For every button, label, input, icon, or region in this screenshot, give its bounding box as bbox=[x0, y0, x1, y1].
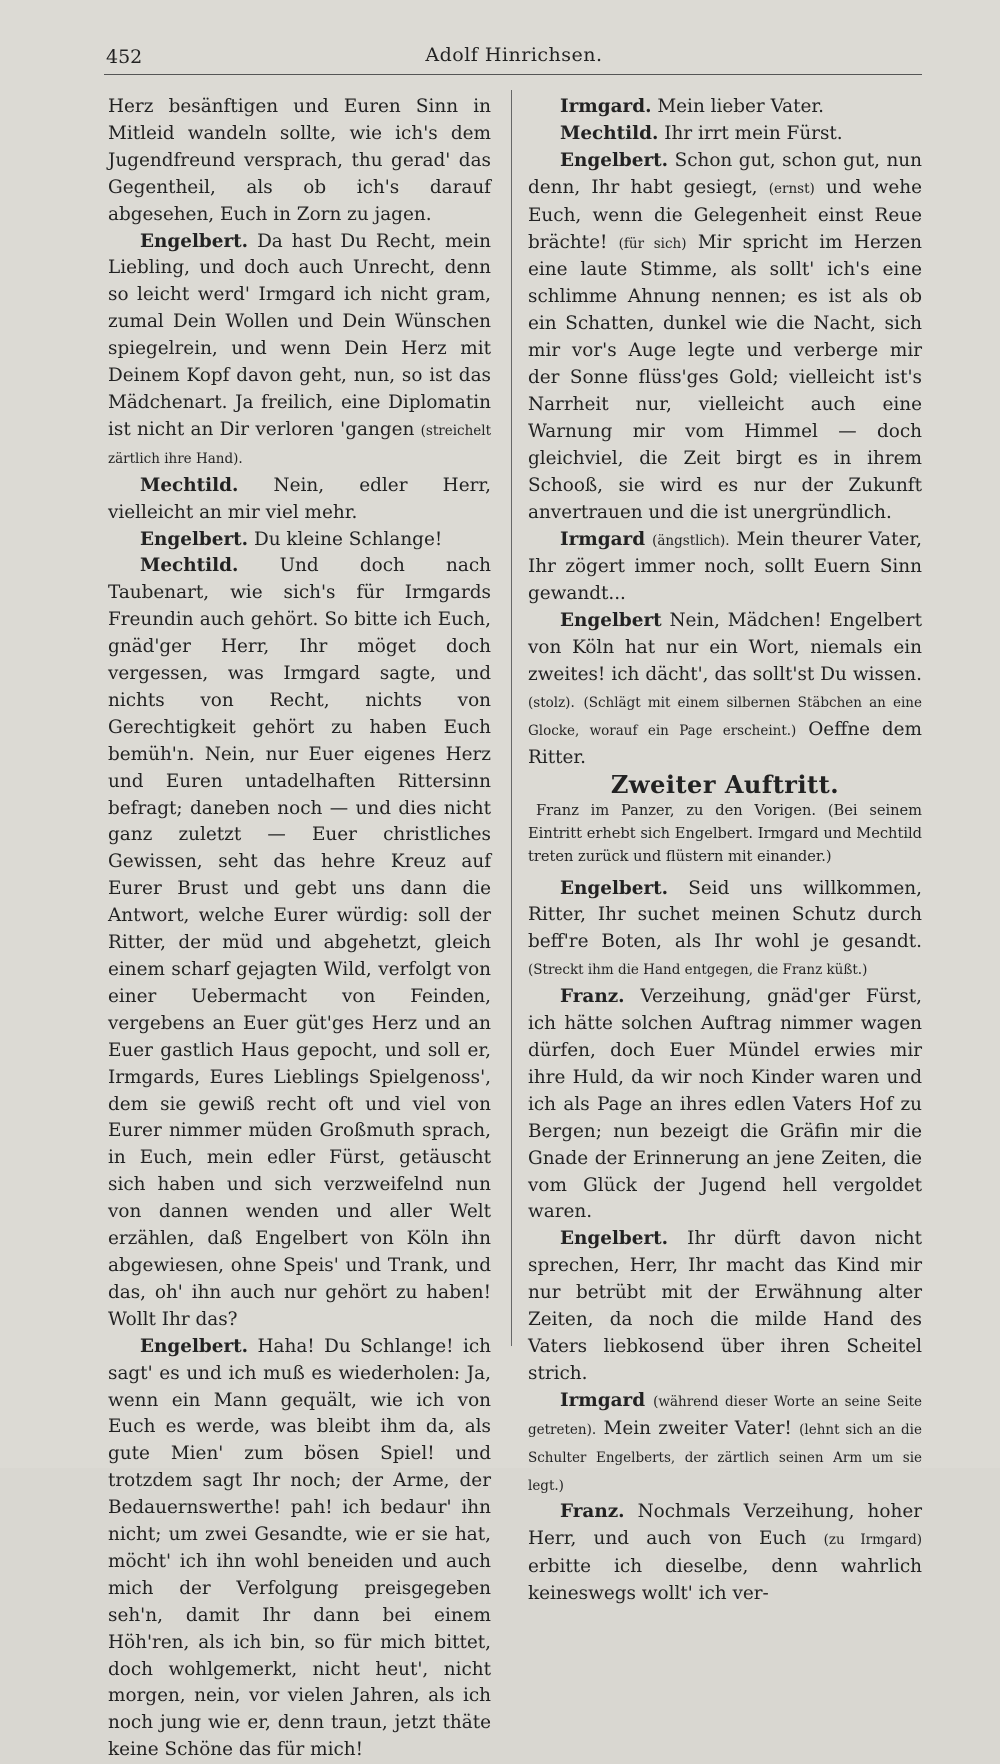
speech-text: und wehe Euch, wenn die Gelegenheit einst Reue brächte! bbox=[528, 176, 922, 253]
speaker-name: Irmgard bbox=[560, 528, 646, 550]
speaker-name: Irmgard bbox=[560, 1389, 646, 1411]
speech bbox=[528, 148, 922, 527]
page-header bbox=[106, 44, 922, 76]
speaker-name: Engelbert. bbox=[560, 1228, 669, 1250]
speaker-name: Irmgard. bbox=[560, 96, 652, 117]
speech bbox=[528, 527, 922, 609]
column-divider bbox=[511, 90, 512, 1346]
speech-text: Nein, Mädchen! Engelbert von Köln hat nur ein Wort, niemals ein zweites! ich dächt', das sollt'st Du wissen. bbox=[528, 610, 922, 686]
speech-text: Seid uns willkommen, Ritter, Ihr suchet meinen Schutz durch beff're Boten, als Ihr wohl je gesandt. bbox=[528, 877, 922, 953]
speaker-name: Engelbert. bbox=[140, 230, 249, 252]
speaker-name: Franz. bbox=[560, 1501, 625, 1523]
paragraph: Herz besänftigen und Euren Sinn in Mitleid wandeln sollte, wie ich's dem Jugendfreund versprach, thu gerad' das Gegentheil, als ob ich's darauf abgesehen, Euch in Zorn zu jagen. bbox=[108, 96, 491, 225]
speaker-name: Mechtild. bbox=[560, 122, 659, 144]
stage-direction: (während dieser Worte an seine Seite getreten). bbox=[528, 1393, 922, 1438]
speech-text: Nein, edler Herr, vielleicht an mir viel mehr. bbox=[108, 474, 491, 523]
speech-text: Mir spricht im Herzen eine laute Stimme, als sollt' ich's eine schlimme Ahnung nennen; es ist als ob ein Schatten, dunkel wie die Nacht, sich mir vor's Auge legte und verberge mir der Sonne flüss'ges Gold; vielleicht ist's Narrheit nur, vielleicht auch eine Warnung mir vom Himmel — doch gleichviel, die Zeit birgt es in ihrem Schooß, sie wird es nur der Zukunft anvertrauen und die ist unergründlich. bbox=[528, 231, 922, 523]
speech-text: Da hast Du Recht, mein Liebling, und doch auch Unrecht, denn so leicht werd' Irmgard ich nicht gram, zumal Dein Wollen und Dein Wünschen spiegelrein, und wenn Dein Herz mit Deinem Kopf davon geht, nun, so ist das Mädchenart. Ja freilich, eine Diplomatin ist nicht an Dir verloren 'gangen bbox=[108, 230, 491, 440]
right-column bbox=[528, 94, 922, 1608]
speech bbox=[528, 121, 922, 148]
speech-text: Haha! Du Schlange! ich sagt' es und ich muß es wiederholen: Ja, wenn ein Mann gequält, wie ich von Euch es werde, was bleibt ihm da, als gute Mien' zum bösen Spiel! und trotzdem sagt Ihr noch; der Arme, der Bedauernswerthe! pah! ich bedaur' ihn nicht; um zwei Gesandte, wie er sie hat, möcht' ich ihn wohl beneiden und auch mich der Verfolgung preisgegeben seh'n, damit Ihr dann bei einem Höh'ren, als ich bin, so für mich bittet, doch wohlgemerkt, nicht heut', nicht morgen, nein, vor vielen Jahren, als ich noch jung wie er, denn traun, jetzt thäte keine Schöne das für mich! bbox=[108, 1335, 491, 1761]
speech bbox=[108, 553, 491, 1333]
speech-text: Mein theurer Vater, Ihr zögert immer noch, sollt Euern Sinn gewandt... bbox=[528, 528, 922, 605]
header-rule bbox=[104, 74, 922, 75]
stage-direction: Franz im Panzer, zu den Vorigen. (Bei seinem Eintritt erhebt sich Engelbert. Irmgard und Mechtild treten zurück und flüstern mit einander.) bbox=[528, 801, 922, 865]
speaker-name: Engelbert bbox=[560, 610, 662, 632]
speech-text: Und doch nach Taubenart, wie sich's für Irmgards Freundin auch gehört. So bitte ich Euch, gnäd'ger Herr, Ihr möget doch vergessen, was Irmgard sagte, und nichts von Recht, nichts von Gerechtigkeit gehört zu haben Euch bemüh'n. Nein, nur Euer eigenes Herz und Euren untadelhaften Rittersinn befragt; daneben noch — und dies nicht ganz zuletzt — Euer christliches Gewissen, seht das hehre Kreuz auf Eurer Brust und gebt uns dann die Antwort, welche Eurer würdig: soll der Ritter, der müd und abgehetzt, gleich einem scharf gejagten Wild, verfolgt von einer Uebermacht von Feinden, vergebens an Euer güt'ges Herz und an Euer gastlich Haus gepocht, und soll er, Irmgards, Eures Lieblings Spielgenoss', dem sie gewiß recht oft und viel von Eurer nimmer müden Großmuth sprach, in Euch, mein edler Fürst, getäuscht sich haben und sich verzweifelnd nun von dannen wenden und aller Welt erzählen, daß Engelbert von Köln ihn abgewiesen, ohne Speis' und Trank, und das, oh' ihn auch nur gehört zu haben! Wollt Ihr das? bbox=[108, 555, 491, 1330]
speech bbox=[528, 984, 922, 1226]
speech-text: erbitte ich dieselbe, denn wahrlich keineswegs wollt' ich ver- bbox=[528, 1556, 922, 1605]
speech-text: Nochmals Verzeihung, hoher Herr, und auch von Euch bbox=[528, 1501, 922, 1550]
left-column bbox=[108, 94, 491, 1764]
speech bbox=[108, 473, 491, 527]
speaker-name: Engelbert. bbox=[140, 528, 249, 550]
speech bbox=[108, 527, 491, 554]
speech bbox=[528, 94, 922, 121]
speaker-name: Mechtild. bbox=[140, 474, 239, 496]
speech bbox=[528, 1388, 922, 1500]
speech-text: Oeffne dem Ritter. bbox=[528, 718, 922, 768]
speaker-name: Mechtild. bbox=[140, 555, 239, 577]
speech-text: Verzeihung, gnäd'ger Fürst, ich hätte solchen Auftrag nimmer wagen dürfen, doch Euer Mündel erwies mir ihre Huld, da wir noch Kinder waren und ich als Page an ihres edlen Vaters Hof zu Bergen; nun bezeigt die Gräfin mir die Gnade der Erinnerung an jene Zeiten, die vom Glück der Jugend hell vergoldet waren. bbox=[528, 986, 922, 1223]
stage-direction: (Schlägt mit einem silbernen Stäbchen an eine Glocke, worauf ein Page erscheint.) bbox=[528, 694, 922, 739]
stage-direction: (ernst) bbox=[768, 180, 815, 197]
stage-direction: (zu Irmgard) bbox=[823, 1532, 922, 1549]
speech bbox=[528, 1226, 922, 1387]
stage-direction: (Streckt ihm die Hand entgegen, die Franz küßt.) bbox=[528, 962, 868, 979]
speech-text: Ihr irrt mein Fürst. bbox=[664, 122, 843, 144]
page-number: 452 bbox=[106, 46, 143, 68]
speaker-name: Engelbert. bbox=[560, 877, 669, 899]
speaker-name: Franz. bbox=[560, 986, 625, 1008]
speech bbox=[108, 1334, 491, 1764]
speech bbox=[528, 608, 922, 771]
speech-text: Mein lieber Vater. bbox=[657, 96, 825, 117]
speech-text: Du kleine Schlange! bbox=[253, 528, 443, 550]
speech-text: Schon gut, schon gut, nun denn, Ihr habt gesiegt, bbox=[528, 149, 922, 198]
stage-direction: (stolz). bbox=[528, 694, 575, 711]
speech bbox=[528, 1499, 922, 1608]
speaker-name: Engelbert. bbox=[140, 1335, 249, 1357]
stage-direction: (ängstlich). bbox=[652, 532, 730, 549]
speech-text: Mein zweiter Vater! bbox=[603, 1417, 792, 1439]
stage-direction: (streichelt zärtlich ihre Hand). bbox=[108, 422, 491, 467]
running-title: Adolf Hinrichsen. bbox=[425, 44, 603, 66]
scene-title: Zweiter Auftritt. bbox=[610, 769, 840, 799]
stage-direction: (lehnt sich an die Schulter Engelberts, der zärtlich seinen Arm um sie legt.) bbox=[528, 1421, 922, 1494]
speaker-name: Engelbert. bbox=[560, 149, 669, 171]
speech-text: Ihr dürft davon nicht sprechen, Herr, Ihr macht das Kind mir nur betrübt mit der Erwähnung alter Zeiten, da noch die milde Hand des Vaters liebkosend über ihren Scheitel strich. bbox=[528, 1228, 922, 1384]
speech bbox=[528, 876, 922, 985]
stage-direction: (für sich) bbox=[618, 235, 687, 252]
speech bbox=[108, 229, 491, 473]
